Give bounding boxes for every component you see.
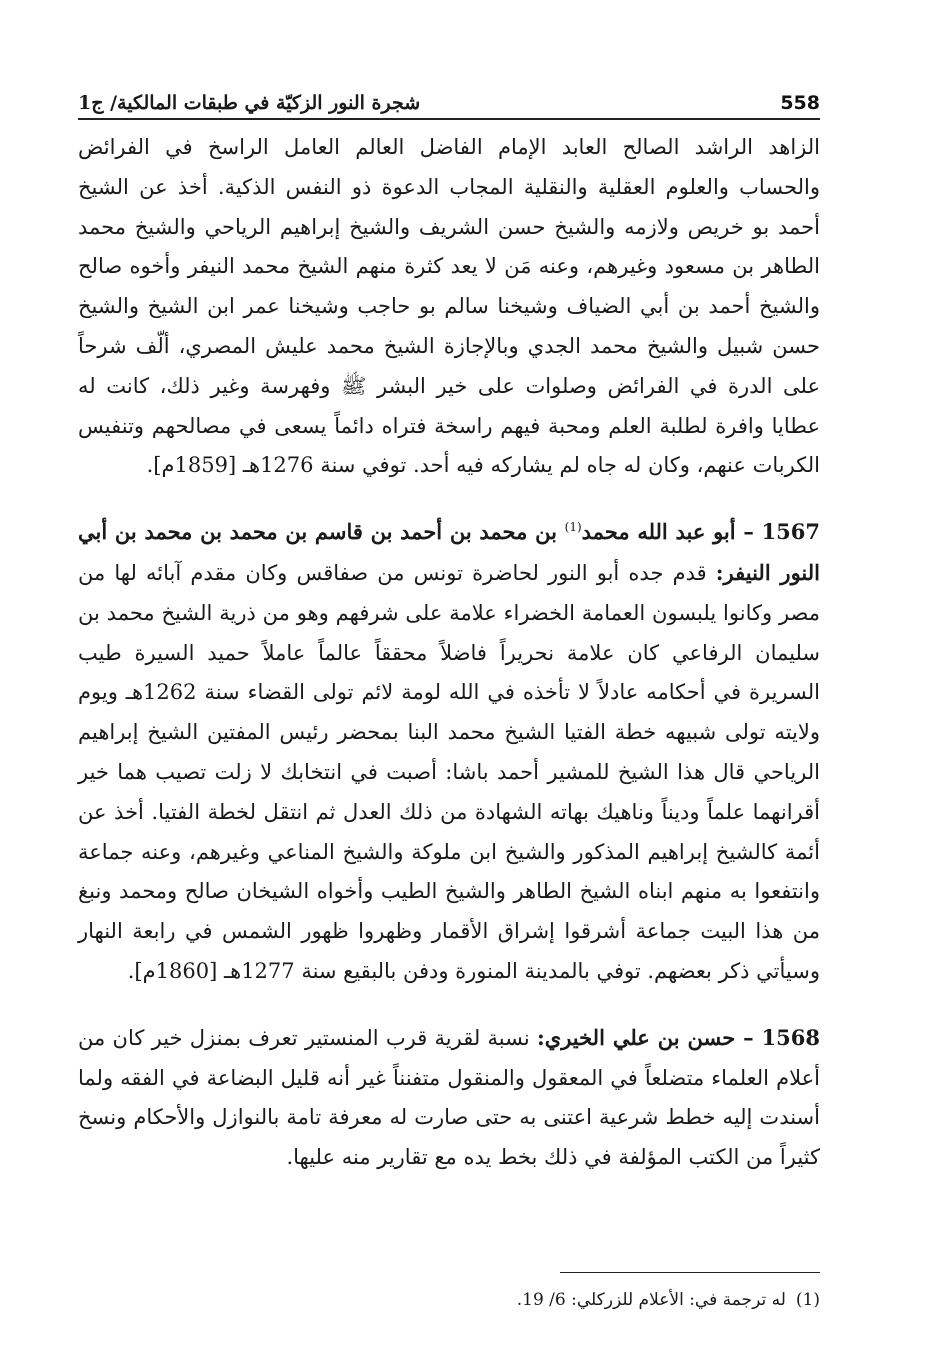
page-number: 558	[780, 92, 820, 114]
footnote	[78, 1286, 820, 1314]
footnote-text: له ترجمة في: الأعلام للزركلي: 6/ 19.	[516, 1290, 786, 1310]
footnote-reference[interactable]: (1)	[564, 520, 582, 535]
header-rule	[78, 118, 820, 120]
entry-heading: 1568 – حسن بن علي الخيري:	[537, 1024, 820, 1050]
paragraph-text: الزاهد الراشد الصالح العابد الإمام الفاضل العالم العامل الراسخ في الفرائض والحساب والعلوم العقلية والنقلية المجاب الدعوة ذو النفس الذكية. أخذ عن الشيخ أحمد بو خريص ولازمه والشيخ حسن الشريف والشيخ إبراهيم الرياحي والشيخ محمد الطاهر بن مسعود وغيرهم، وعنه مَن لا يعد كثرة منهم الشيخ محمد النيفر وأخوه صالح والشيخ أحمد بن أبي الضياف وشيخنا سالم بو حاجب وشيخنا عمر ابن الشيخ والشيخ حسن شبيل والشيخ محمد الجدي وبالإجازة الشيخ محمد عليش المصري، ألّف شرحاً على الدرة في الفرائض وصلوات على خير البشر ﷺ وفهرسة وغير ذلك، كانت له عطايا وافرة لطلبة العلم ومحبة فيهم راسخة فتراه دائماً يسعى في مصالحهم وتنفيس الكربات عنهم، وكان له جاه لم يشاركه فيه أحد. توفي سنة 1276هـ [1859م].	[78, 135, 820, 478]
entry-text: نسبة لقرية قرب المنستير تعرف بمنزل خير كان من أعلام العلماء متضلعاً في المعقول والمنقول متفنناً غير أنه قليل البضاعة في الفقه ولما أسندت إليه خطط شرعية اعتنى به حتى صارت له معرفة تامة بالنوازل والأحكام ونسخ كثيراً من الكتب المؤلفة في ذلك بخط يده مع تقارير منه عليها.	[78, 1025, 820, 1170]
entry-1567	[78, 512, 820, 992]
footnote-rule	[560, 1272, 820, 1273]
entry-heading-rest: بن محمد بن أحمد بن قاسم بن محمد بن محمد بن أبي النور النيفر:	[78, 519, 820, 585]
entry-heading: 1567 – أبو عبد الله محمد	[581, 519, 820, 545]
paragraph-continuation	[78, 128, 820, 486]
page-header	[78, 78, 820, 114]
entry-text: قدم جده أبو النور لحاضرة تونس من صفاقس وكان مقدم آبائه لها من مصر وكانوا يلبسون العمامة الخضراء علامة على شرفهم وهو من ذرية الشيخ محمد بن سليمان الرفاعي كان علامة نحريراً فاضلاً محققاً عالماً عاملاً حميد السيرة طيب السريرة في أحكامه عادلاً لا تأخذه في الله لومة لائم تولى القضاء سنة 1262هـ ويوم ولايته تولى شبيهه خطة الفتيا الشيخ محمد البنا بمحضر رئيس المفتين الشيخ إبراهيم الرياحي قال هذا الشيخ للمشير أحمد باشا: أصبت في انتخابك لا زلت تصيب هما خير أقرانهما علماً وديناً وناهيك بهاته الشهادة من ذلك العدل ثم انتقل لخطة الفتيا. أخذ عن أئمة كالشيخ إبراهيم المذكور والشيخ ابن ملوكة والشيخ المناعي وغيرهم، وعنه جماعة وانتفعوا به منهم ابناه الشيخ الطاهر والشيخ الطيب وأخواه الشيخان صالح ومحمد ونبغ من هذا البيت جماعة أشرقوا إشراق الأقمار وظهروا ظهور الشمس في رابعة النهار وسيأتي ذكر بعضهم. توفي بالمدينة المنورة ودفن بالبقيع سنة 1277هـ [1860م].	[78, 560, 820, 983]
body-text	[78, 128, 820, 1178]
footnote-marker: (1)	[795, 1290, 820, 1310]
running-title: شجرة النور الزكيّة في طبقات المالكية/ ج1	[78, 92, 421, 114]
entry-1568	[78, 1018, 820, 1178]
